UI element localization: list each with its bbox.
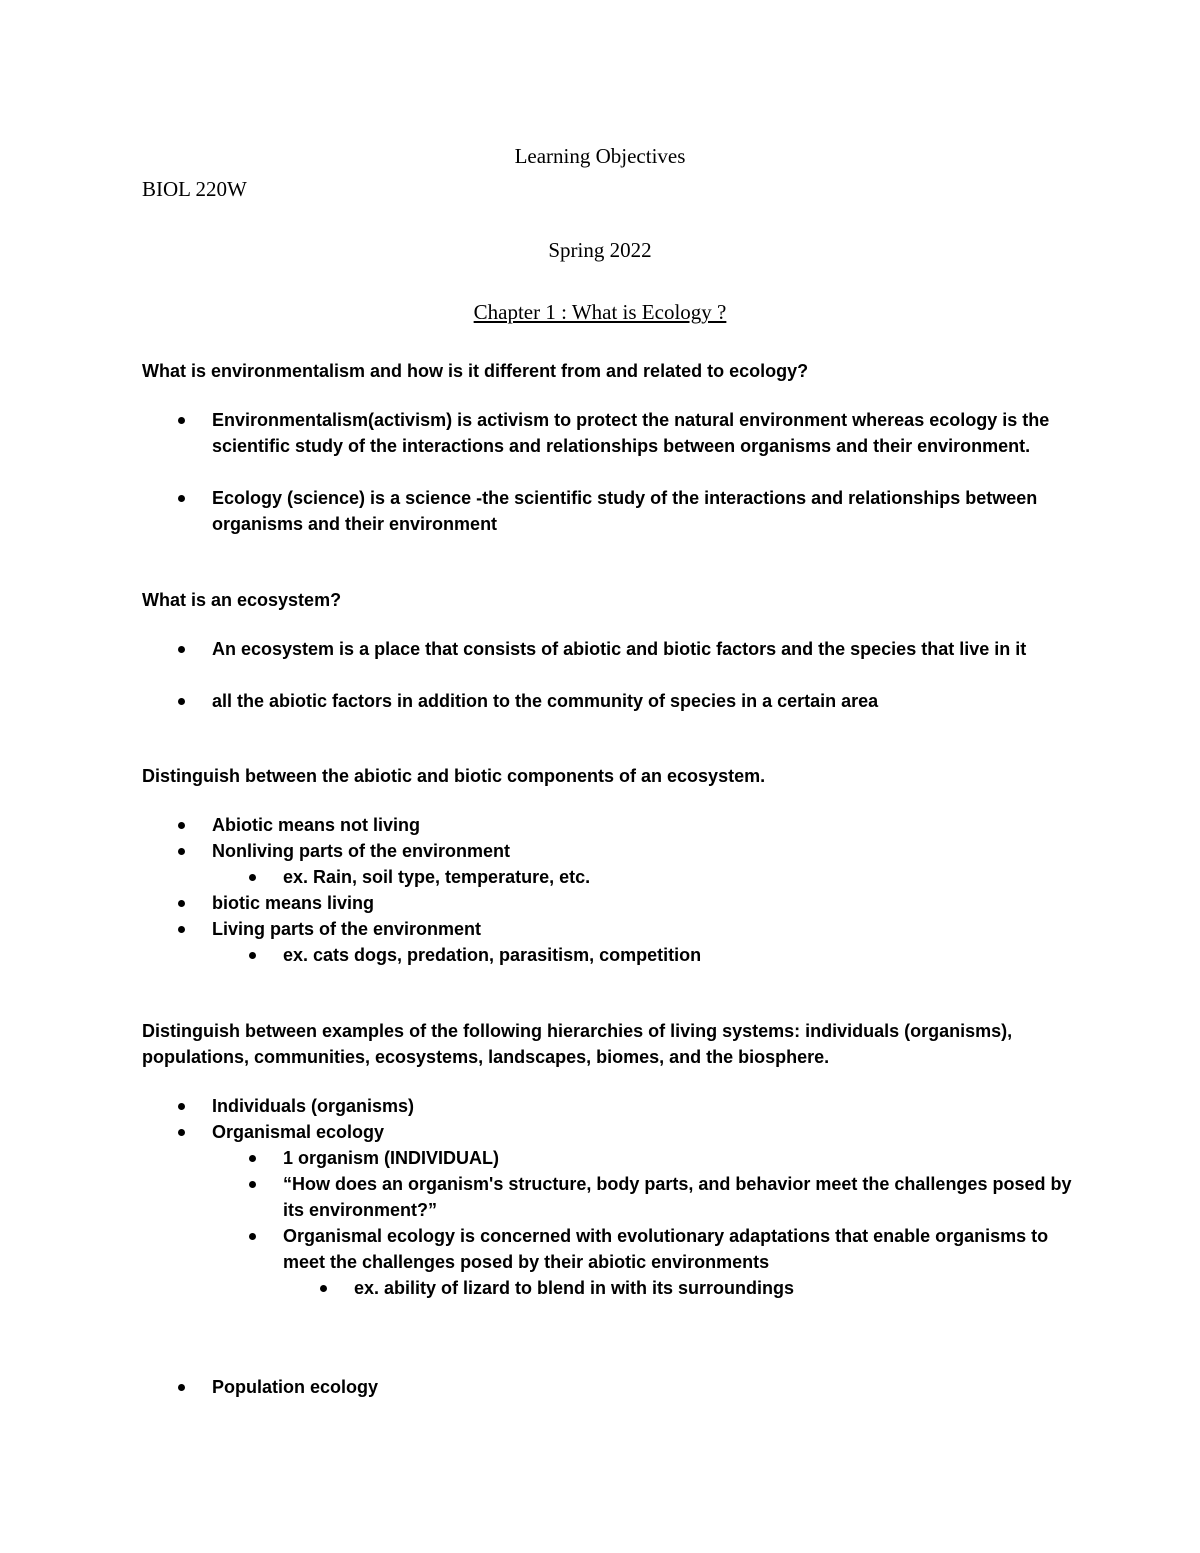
list-item xyxy=(212,838,1092,864)
list-item xyxy=(212,636,1092,662)
list-item xyxy=(212,1093,1092,1119)
list-item xyxy=(283,1171,1073,1223)
bullet-icon xyxy=(178,417,185,424)
list-item-text: Population ecology xyxy=(212,1377,379,1397)
bullet-icon xyxy=(249,1181,256,1188)
list-item-text: An ecosystem is a place that consists of abiotic and biotic factors and the species that live in it xyxy=(212,639,1027,659)
list-item xyxy=(283,1145,1073,1171)
list-item-text: Organismal ecology xyxy=(212,1122,385,1142)
list-item xyxy=(354,1275,1074,1301)
list-item-text: biotic means living xyxy=(212,893,375,913)
list-item-text: all the abiotic factors in addition to the community of species in a certain area xyxy=(212,691,879,711)
list-item xyxy=(212,916,1092,942)
bullet-icon xyxy=(249,1233,256,1240)
section-question: What is an ecosystem? xyxy=(142,590,342,610)
list-item-text: Organismal ecology is concerned with evolutionary adaptations that enable organisms to meet the challenges posed by their abiotic environments xyxy=(283,1226,1049,1272)
section-question: Distinguish between the abiotic and biotic components of an ecosystem. xyxy=(142,766,766,786)
chapter-heading-text: Chapter 1 : What is Ecology ? xyxy=(473,300,727,324)
course-code: BIOL 220W xyxy=(142,177,247,201)
document-title: Learning Objectives xyxy=(514,144,686,168)
bullet-icon xyxy=(178,646,185,653)
bullet-icon xyxy=(178,1384,185,1391)
bullet-icon xyxy=(178,926,185,933)
list-item-text: Individuals (organisms) xyxy=(212,1096,415,1116)
bullet-icon xyxy=(320,1285,327,1292)
bullet-icon xyxy=(178,698,185,705)
bullet-icon xyxy=(178,822,185,829)
list-item-text: Abiotic means not living xyxy=(212,815,421,835)
list-item-text: ex. cats dogs, predation, parasitism, competition xyxy=(283,945,702,965)
list-item-text: 1 organism (INDIVIDUAL) xyxy=(283,1148,500,1168)
list-item-text: Ecology (science) is a science -the scientific study of the interactions and relationships between organisms and their environment xyxy=(212,488,1038,534)
list-item xyxy=(212,485,1092,537)
chapter-heading xyxy=(0,300,1200,324)
list-item xyxy=(212,1119,1092,1145)
list-item-text: ex. Rain, soil type, temperature, etc. xyxy=(283,867,591,887)
list-item xyxy=(283,1223,1073,1275)
list-item xyxy=(212,1374,1092,1400)
section-question: Distinguish between examples of the following hierarchies of living systems: individuals (organisms), populations, communities, ecosystems, landscapes, biomes, and the biosphere. xyxy=(142,1021,1013,1067)
bullet-icon xyxy=(178,900,185,907)
bullet-icon xyxy=(178,1103,185,1110)
bullet-icon xyxy=(249,952,256,959)
list-item xyxy=(212,688,1092,714)
list-item xyxy=(283,942,1073,968)
list-item xyxy=(283,864,1073,890)
bullet-icon xyxy=(178,848,185,855)
list-item xyxy=(212,890,1092,916)
bullet-icon xyxy=(178,495,185,502)
section-question: What is environmentalism and how is it different from and related to ecology? xyxy=(142,361,809,381)
list-item-text: Nonliving parts of the environment xyxy=(212,841,511,861)
bullet-icon xyxy=(178,1129,185,1136)
list-item-text: “How does an organism's structure, body parts, and behavior meet the challenges posed by its environment?” xyxy=(283,1174,1072,1220)
list-item-text: ex. ability of lizard to blend in with its surroundings xyxy=(354,1278,795,1298)
bullet-icon xyxy=(249,874,256,881)
list-item-text: Environmentalism(activism) is activism to protect the natural environment whereas ecology is the scientific study of the interactions and relationships between organisms and their environment. xyxy=(212,410,1050,456)
term-label: Spring 2022 xyxy=(548,238,652,262)
list-item xyxy=(212,812,1092,838)
list-item-text: Living parts of the environment xyxy=(212,919,482,939)
bullet-icon xyxy=(249,1155,256,1162)
list-item xyxy=(212,407,1092,459)
